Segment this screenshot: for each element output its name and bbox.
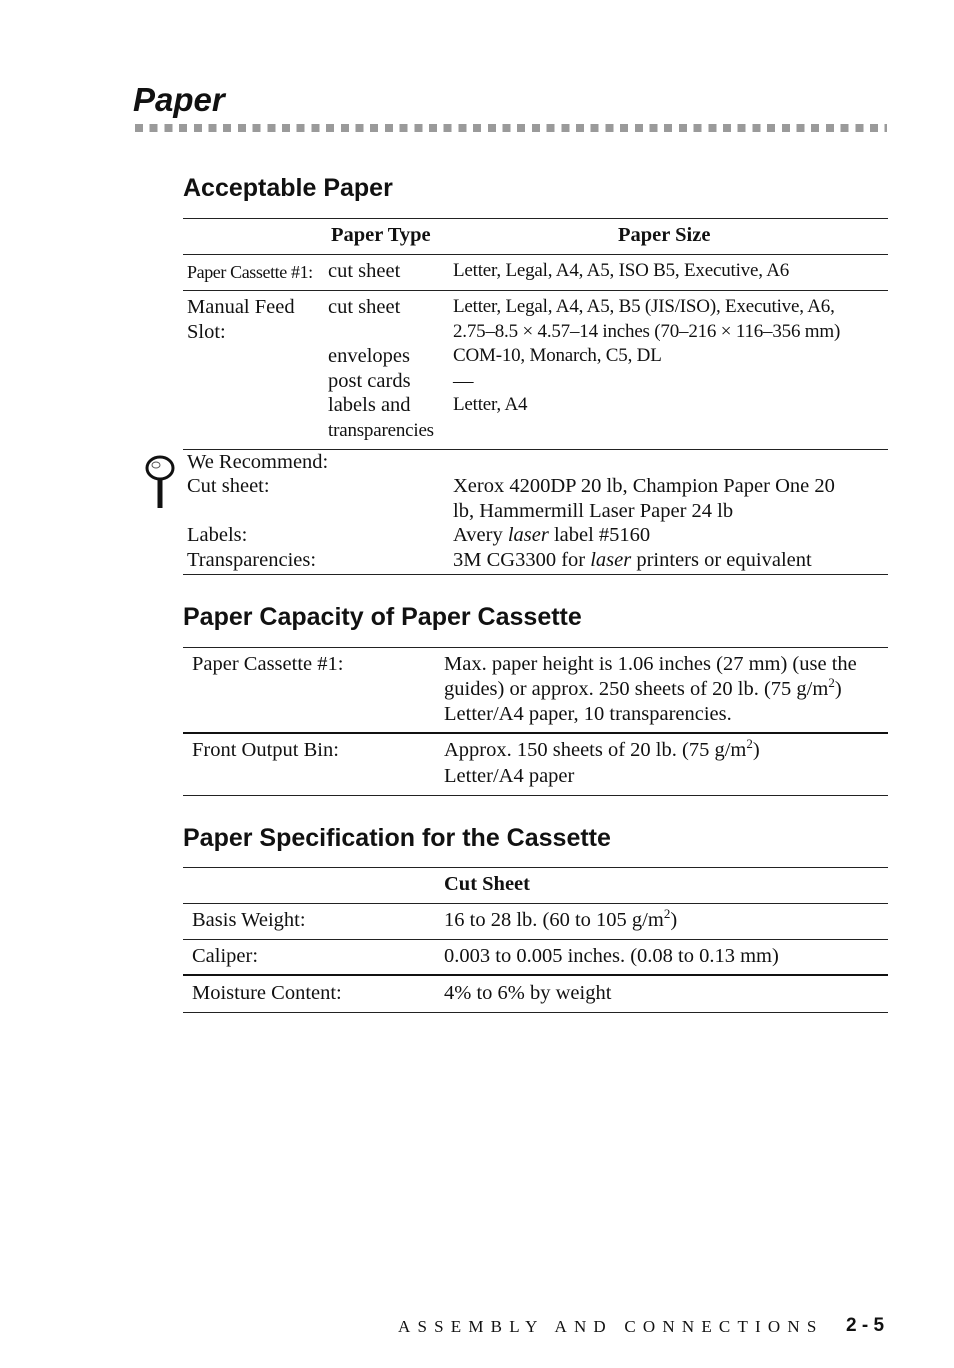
rec-cut-sheet-value-cont: lb, Hammermill Laser Paper 24 lb <box>453 500 734 522</box>
rec-cut-sheet-label: Cut sheet: <box>187 475 270 497</box>
rec-transparencies-value: 3M CG3300 for laser printers or equivalent <box>453 549 812 571</box>
manual-type-post-cards: post cards <box>328 370 411 392</box>
output-bin-value: Approx. 150 sheets of 20 lb. (75 $g/m^2$) <box>444 736 760 761</box>
cassette-paper-type: cut sheet <box>328 260 401 282</box>
basis-weight-value: 16 to 28 lb. (60 to 105 $g/m^2$) <box>444 906 678 931</box>
table-rule <box>183 974 888 976</box>
table-rule <box>183 732 888 734</box>
col-header-paper-type: Paper Type <box>331 224 431 246</box>
manual-feed-label-cont: Slot: <box>187 321 226 343</box>
manual-type-envelopes: envelopes <box>328 345 410 367</box>
rec-labels-label: Labels: <box>187 524 248 546</box>
manual-size-labels: Letter, A4 <box>453 394 528 415</box>
rec-transparencies-label: Transparencies: <box>187 549 317 571</box>
table-rule <box>183 254 888 255</box>
table-rule <box>183 795 888 796</box>
cassette-label: Paper Cassette #1: <box>187 262 313 282</box>
table-rule <box>183 1012 888 1013</box>
capacity-cassette-value: Max. paper height is 1.06 inches (27 mm) (use the <box>444 653 857 675</box>
manual-type-labels: labels and <box>328 394 411 416</box>
moisture-value: 4% to 6% by weight <box>444 982 612 1004</box>
capacity-cassette-value-cont: Letter/A4 paper, 10 transparencies. <box>444 703 732 725</box>
manual-type-cut-sheet: cut sheet <box>328 296 401 318</box>
caliper-value: 0.003 to 0.005 inches. (0.08 to 0.13 mm) <box>444 945 779 967</box>
table-rule <box>183 218 888 219</box>
footer-section-title: ASSEMBLY AND CONNECTIONS <box>398 1317 824 1336</box>
output-bin-label: Front Output Bin: <box>192 739 339 761</box>
col-header-paper-size: Paper Size <box>618 224 711 246</box>
table-rule <box>183 647 888 648</box>
manual-size-cut-sheet: Letter, Legal, A4, A5, B5 (JIS/ISO), Executive, A6, <box>453 296 835 317</box>
page-number: 2 - 5 <box>846 1315 885 1336</box>
output-bin-value-cont: Letter/A4 paper <box>444 765 575 787</box>
capacity-cassette-label: Paper Cassette #1: <box>192 653 344 675</box>
manual-size-post-cards: — <box>453 370 474 392</box>
col-header-cut-sheet: Cut Sheet <box>444 873 530 895</box>
recommend-heading: We Recommend: <box>187 451 329 473</box>
acceptable-paper-heading: Acceptable Paper <box>183 174 393 202</box>
moisture-label: Moisture Content: <box>192 982 342 1004</box>
manual-type-transparencies: transparencies <box>328 420 434 441</box>
capacity-cassette-value-cont: guides) or approx. 250 sheets of 20 lb. (75 $g/m^2$) <box>444 675 842 700</box>
capacity-heading: Paper Capacity of Paper Cassette <box>183 603 582 631</box>
table-rule <box>183 574 888 575</box>
dotted-divider <box>135 124 887 132</box>
caliper-label: Caliper: <box>192 945 259 967</box>
rec-cut-sheet-value: Xerox 4200DP 20 lb, Champion Paper One 20 <box>453 475 835 497</box>
basis-weight-label: Basis Weight: <box>192 909 306 931</box>
table-rule <box>183 867 888 868</box>
specification-heading: Paper Specification for the Cassette <box>183 824 611 852</box>
manual-feed-label: Manual Feed <box>187 296 295 318</box>
rec-labels-value: Avery laser label #5160 <box>453 524 651 546</box>
table-rule <box>183 290 888 291</box>
cassette-paper-size: Letter, Legal, A4, A5, ISO B5, Executive, A6 <box>453 260 790 281</box>
manual-size-cut-sheet-cont: 2.75–8.5 × 4.57–14 inches (70–216 × 116–356 mm) <box>453 321 841 342</box>
table-rule <box>183 939 888 940</box>
table-rule <box>183 903 888 904</box>
pushpin-icon <box>143 453 177 511</box>
manual-size-envelopes: COM-10, Monarch, C5, DL <box>453 345 662 366</box>
page-title: Paper <box>133 81 225 118</box>
